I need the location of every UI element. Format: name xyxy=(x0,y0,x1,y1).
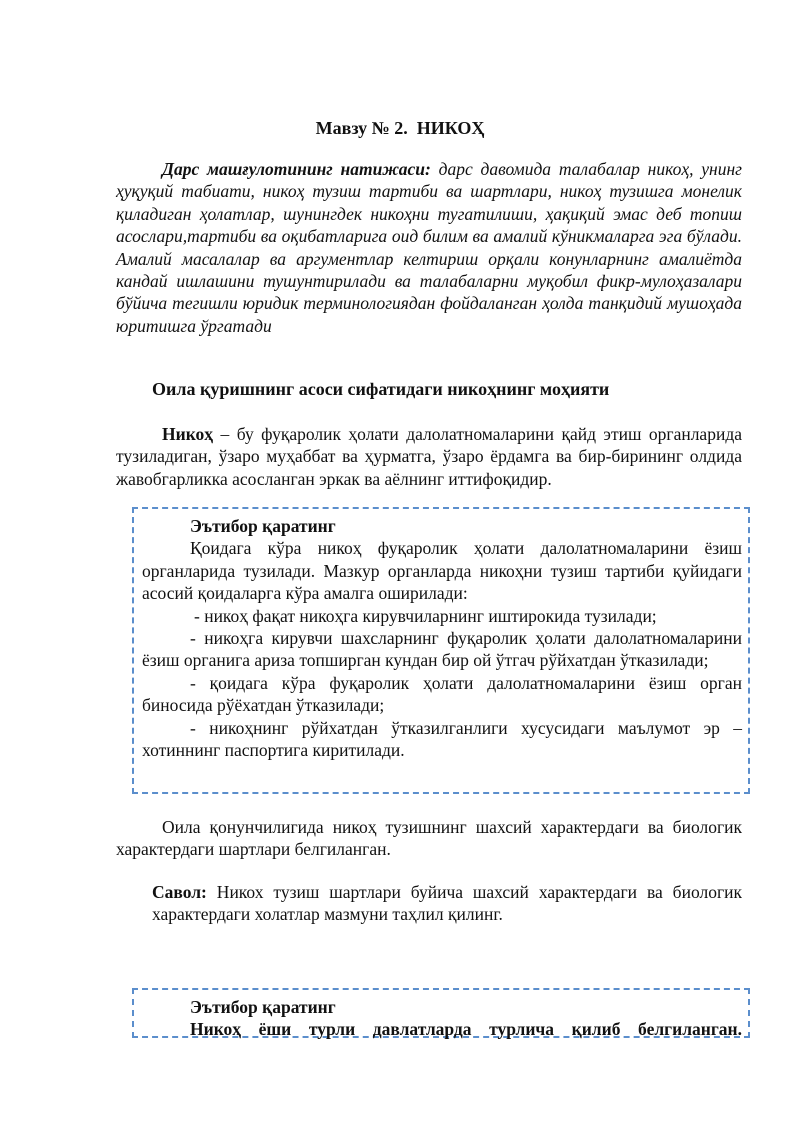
section-heading: Оила қуришнинг асоси сифатидаги никоҳнинг моҳияти xyxy=(152,379,610,399)
page-title: Мавзу № 2. НИКОҲ xyxy=(315,118,485,138)
definition-term: Никоҳ xyxy=(162,424,214,444)
definition-text: – бу фуқаролик ҳолати далолатномаларини қайд этиш органларида тузиладиган, ўзаро муҳаббат ва ҳурматга, ўзаро ёрдамга ва бир-бирининг олдида жавобгарликка асосланган эркак ва аёлнинг иттифоқидир. xyxy=(116,424,742,489)
notice-box-1-heading: Эътибор қаратинг xyxy=(190,516,336,536)
learning-result-label: Дарс машғулотининг натижаси: xyxy=(162,159,431,179)
question-label: Савол: xyxy=(152,882,207,902)
notice-list-item: - никоҳнинг рўйхатдан ўтказилганлиги хусусидаги маълумот эр – хотиннинг паспортига киритилади. xyxy=(142,717,742,761)
notice-box-2 xyxy=(132,988,750,1038)
law-paragraph: Оила қонунчилигида никоҳ тузишнинг шахсий характердаги ва биологик характердаги шартлари белгиланган. xyxy=(116,817,742,860)
notice-list-item: - никоҳ фақат никоҳга кирувчиларнинг иштирокида тузилади; xyxy=(194,605,657,626)
learning-result-text: дарс давомида талабалар никоҳ, унинг ҳуқуқий табиати, никоҳ тузиш тартиби ва шартлари, никоҳ тузишга монелик қиладиган ҳолатлар, шунингдек никоҳни тугатилиши, ҳақиқий эмас деб топиш асослари,тартиби ва оқибатларига оид билим ва амалий кўникмаларга эга бўлади. Амалий масалалар ва аргументлар келтириш орқали конунларнинг амалиётда кандай ишлашини тушунтирилади ва талабаларни муқобил фикр-мулоҳазалари бўйича тегишли юридик терминологиядан фойдаланган ҳолда танқидий мушоҳада юритишга ўргатади xyxy=(116,159,742,336)
notice-box-1 xyxy=(132,507,750,794)
notice-box-1-intro: Қоидага кўра никоҳ фуқаролик ҳолати далолатномаларини ёзиш органларида тузилади. Мазкур органларда никоҳни тузиш тартиби қуйидаги асосий қоидаларга кўра амалга оширилади: xyxy=(142,538,742,604)
question-text: Никох тузиш шартлари буйича шахсий характердаги ва биологик характердаги холатлар мазмуни таҳлил қилинг. xyxy=(152,882,742,925)
definition-paragraph xyxy=(116,423,742,490)
notice-list-item: - никоҳга кирувчи шахсларнинг фуқаролик ҳолати далолатномаларини ёзиш органига ариза топширган кундан бир ой ўтгач рўйхатдан ўтказилади; xyxy=(142,628,742,671)
question-paragraph xyxy=(152,881,742,926)
learning-result-paragraph xyxy=(116,158,742,337)
notice-list-item: - қоидага кўра фуқаролик ҳолати далолатномаларини ёзиш орган биносида рўёхатдан ўтказилади; xyxy=(142,672,742,716)
notice-box-2-heading: Эътибор қаратинг xyxy=(190,997,336,1017)
notice-box-2-text: Никоҳ ёши турли давлатларда турлича қилиб белгиланган. xyxy=(190,1019,742,1040)
